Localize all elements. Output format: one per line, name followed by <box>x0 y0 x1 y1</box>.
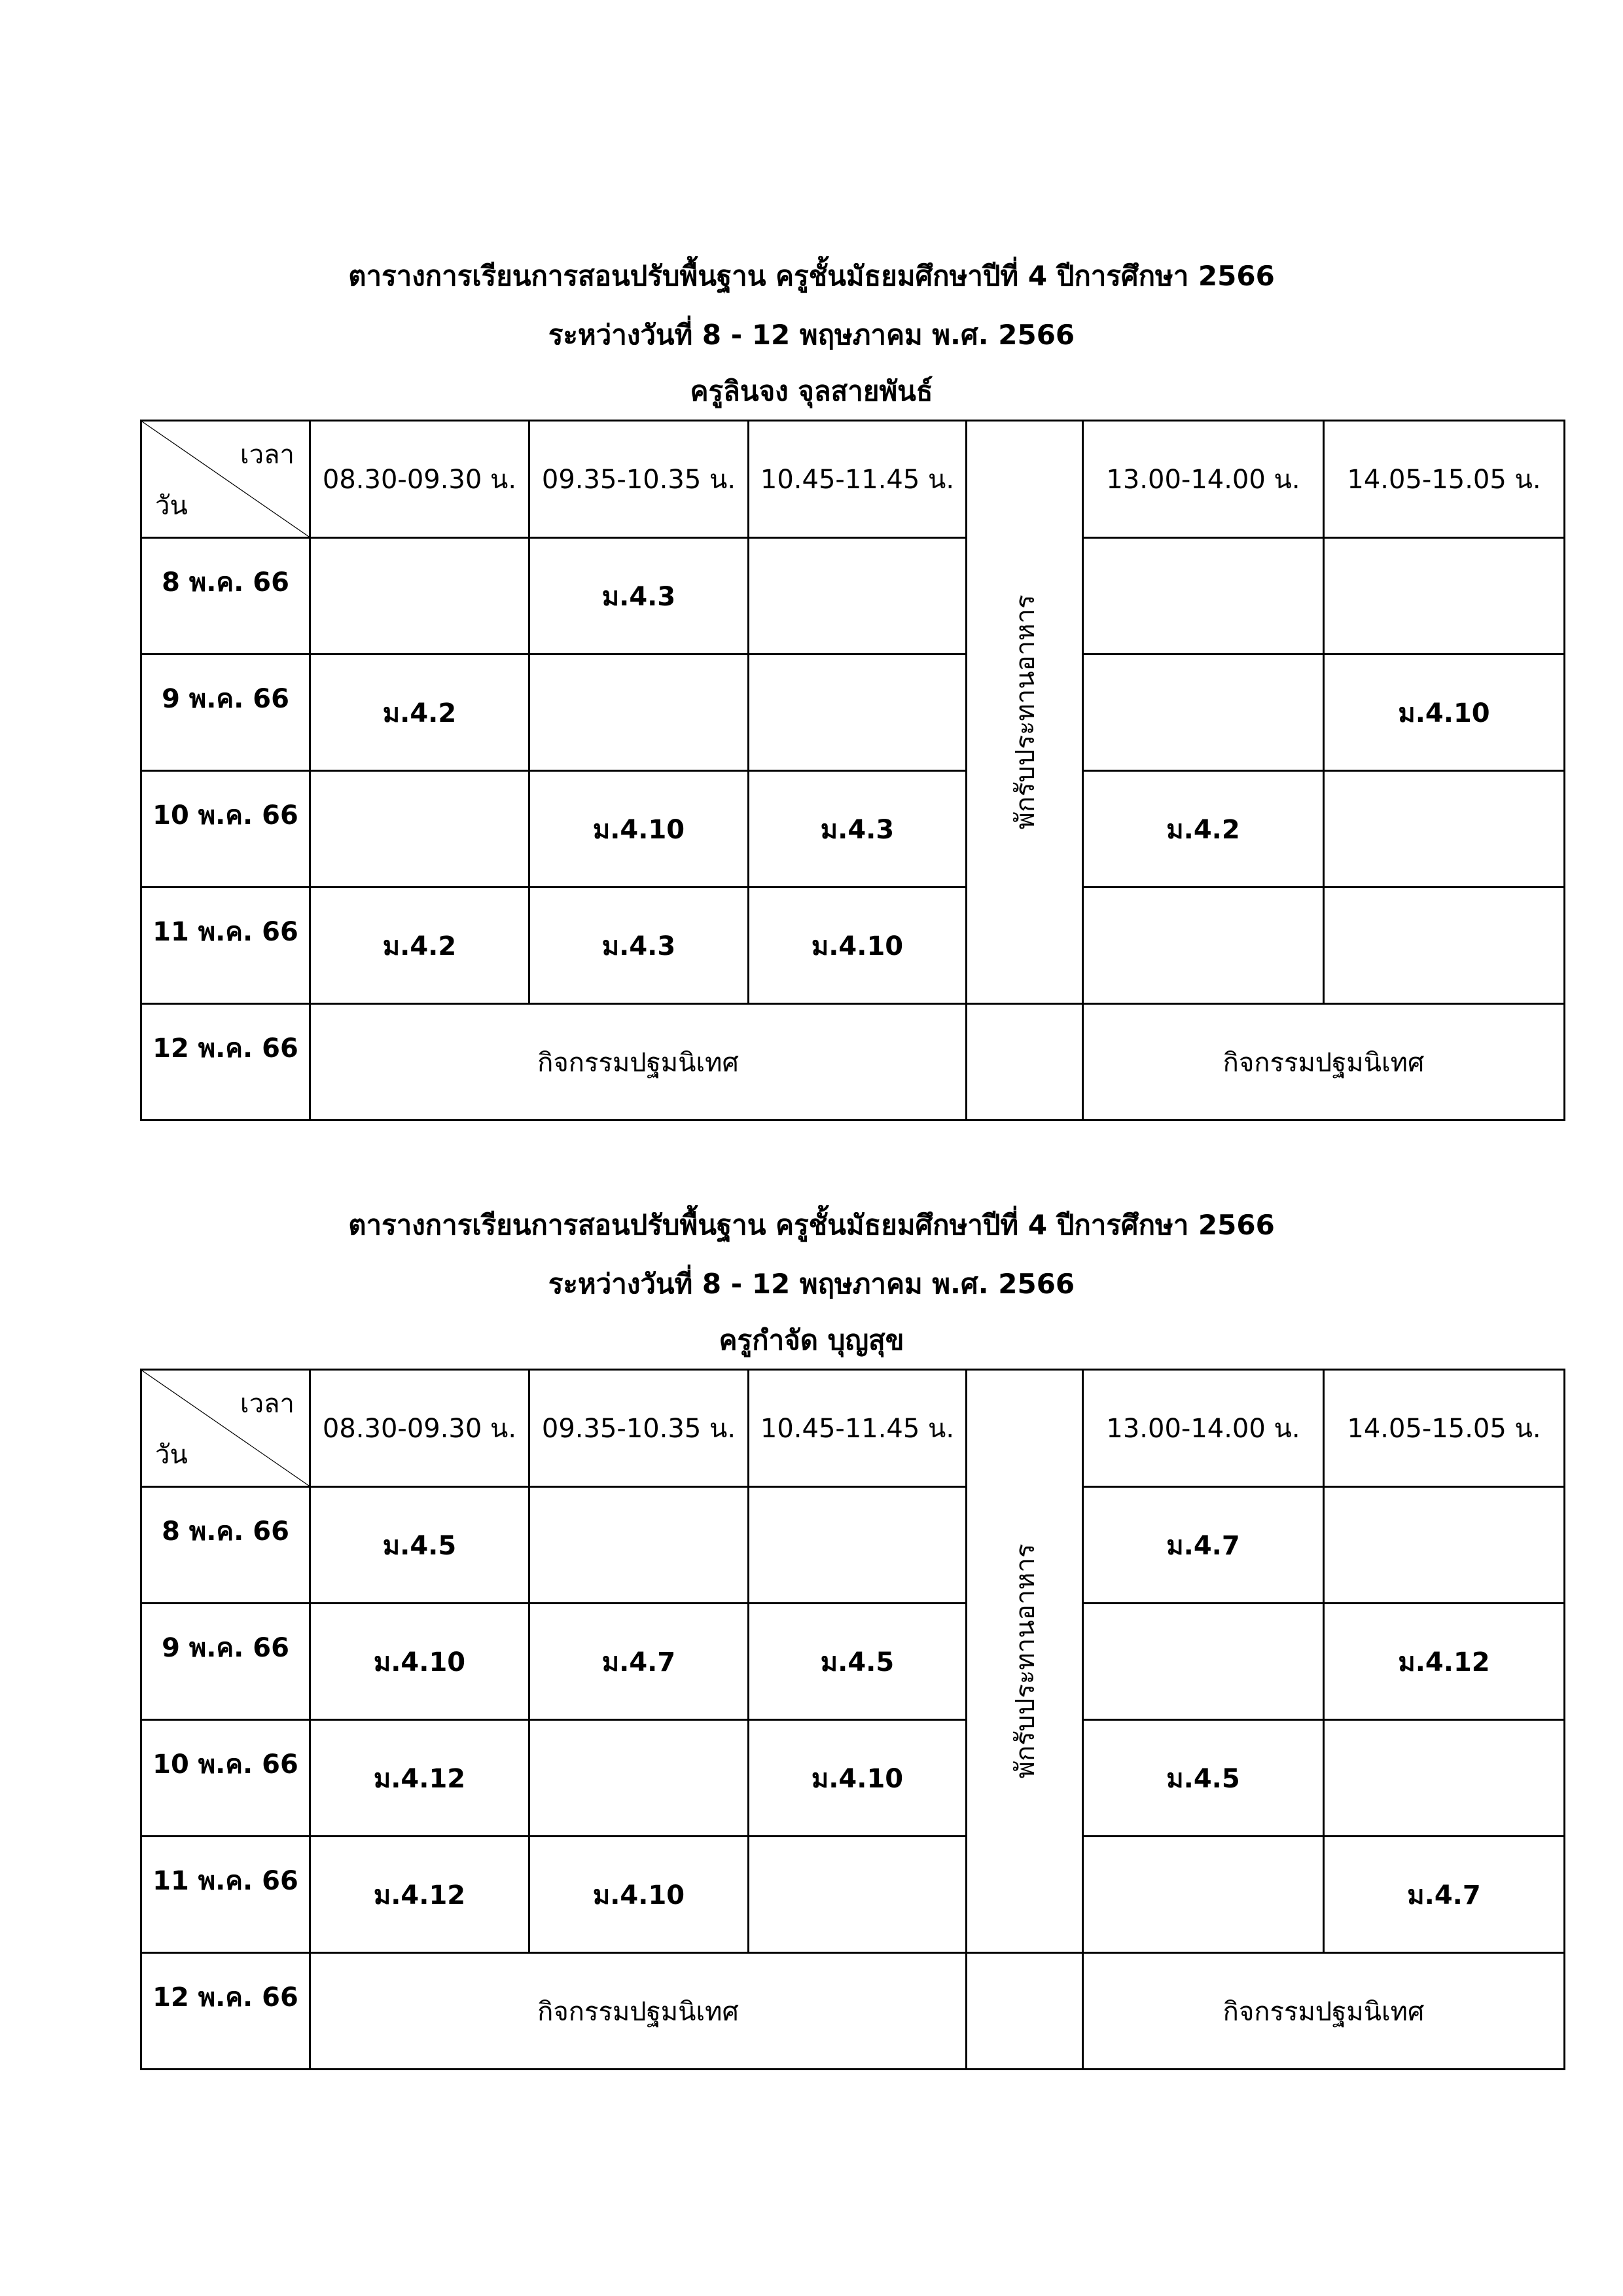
class-cell: ม.4.2 <box>1083 771 1324 888</box>
class-cell <box>1324 538 1565 655</box>
class-cell: ม.4.10 <box>749 888 967 1004</box>
day-label: 11 พ.ค. 66 <box>141 888 310 1004</box>
time-slot: 14.05-15.05 น. <box>1324 1370 1565 1487</box>
class-cell <box>1083 888 1324 1004</box>
day-label: 8 พ.ค. 66 <box>141 538 310 655</box>
class-cell <box>1324 1720 1565 1837</box>
class-cell <box>310 538 529 655</box>
class-cell: ม.4.3 <box>529 538 749 655</box>
class-cell: ม.4.10 <box>310 1604 529 1720</box>
time-slot: 13.00-14.00 น. <box>1083 421 1324 538</box>
day-label: 11 พ.ค. 66 <box>141 1837 310 1953</box>
schedule-date-range: ระหว่างวันที่ 8 - 12 พฤษภาคม พ.ศ. 2566 <box>548 319 1075 351</box>
class-cell <box>1083 1604 1324 1720</box>
lunch-break-label: พักรับประทานอาหาร <box>1010 1543 1041 1779</box>
orientation-activity-afternoon: กิจกรรมปฐมนิเทศ <box>1083 1953 1565 2070</box>
class-cell <box>1324 888 1565 1004</box>
class-cell: ม.4.7 <box>1324 1837 1565 1953</box>
class-cell: ม.4.7 <box>529 1604 749 1720</box>
day-label: 8 พ.ค. 66 <box>141 1487 310 1604</box>
lunch-empty-cell <box>967 1953 1083 2070</box>
lunch-break-cell <box>967 1370 1083 1953</box>
lunch-break-cell <box>967 421 1083 1004</box>
teacher-name: ครูลินจง จุลสายพันธ์ <box>690 375 933 407</box>
table-row <box>141 1004 1565 1121</box>
class-cell <box>529 655 749 771</box>
lunch-break-label: พักรับประทานอาหาร <box>1010 594 1041 830</box>
day-label: 10 พ.ค. 66 <box>141 771 310 888</box>
header-row <box>141 421 1565 538</box>
corner-cell <box>141 421 310 538</box>
class-cell <box>1083 538 1324 655</box>
day-label: 10 พ.ค. 66 <box>141 1720 310 1837</box>
schedule-date-range: ระหว่างวันที่ 8 - 12 พฤษภาคม พ.ศ. 2566 <box>548 1268 1075 1300</box>
class-cell <box>749 655 967 771</box>
class-cell: ม.4.5 <box>1083 1720 1324 1837</box>
header-row <box>141 1370 1565 1487</box>
class-cell: ม.4.10 <box>1324 655 1565 771</box>
day-label: 9 พ.ค. 66 <box>141 655 310 771</box>
table-row <box>141 1487 1565 1604</box>
corner-cell <box>141 1370 310 1487</box>
schedule-table <box>140 1369 1565 2070</box>
time-slot: 08.30-09.30 น. <box>310 421 529 538</box>
class-cell <box>1083 1837 1324 1953</box>
class-cell: ม.4.3 <box>529 888 749 1004</box>
class-cell <box>749 538 967 655</box>
class-cell <box>310 771 529 888</box>
time-slot: 08.30-09.30 น. <box>310 1370 529 1487</box>
time-slot: 09.35-10.35 น. <box>529 421 749 538</box>
class-cell: ม.4.5 <box>310 1487 529 1604</box>
schedule-title: ตารางการเรียนการสอนปรับพื้นฐาน ครูชั้นมัธยมศึกษาปีที่ 4 ปีการศึกษา 2566 <box>348 260 1275 292</box>
table-row <box>141 888 1565 1004</box>
orientation-activity-morning: กิจกรรมปฐมนิเทศ <box>310 1004 967 1121</box>
table-row <box>141 655 1565 771</box>
time-slot: 14.05-15.05 น. <box>1324 421 1565 538</box>
table-row <box>141 1953 1565 2070</box>
class-cell: ม.4.2 <box>310 888 529 1004</box>
class-cell: ม.4.7 <box>1083 1487 1324 1604</box>
table-row <box>141 538 1565 655</box>
time-slot: 09.35-10.35 น. <box>529 1370 749 1487</box>
orientation-activity-morning: กิจกรรมปฐมนิเทศ <box>310 1953 967 2070</box>
time-slot: 13.00-14.00 น. <box>1083 1370 1324 1487</box>
time-slot: 10.45-11.45 น. <box>749 1370 967 1487</box>
table-row <box>141 1720 1565 1837</box>
corner-time-label: เวลา <box>240 1389 294 1419</box>
class-cell <box>749 1837 967 1953</box>
day-label: 12 พ.ค. 66 <box>141 1004 310 1121</box>
corner-day-label: วัน <box>155 1440 188 1470</box>
day-label: 9 พ.ค. 66 <box>141 1604 310 1720</box>
lunch-empty-cell <box>967 1004 1083 1121</box>
orientation-activity-afternoon: กิจกรรมปฐมนิเทศ <box>1083 1004 1565 1121</box>
table-row <box>141 1604 1565 1720</box>
class-cell: ม.4.12 <box>1324 1604 1565 1720</box>
class-cell: ม.4.12 <box>310 1720 529 1837</box>
class-cell <box>749 1487 967 1604</box>
class-cell <box>529 1720 749 1837</box>
class-cell: ม.4.10 <box>529 1837 749 1953</box>
teacher-name: ครูกำจัด บุญสุข <box>719 1324 904 1356</box>
class-cell <box>529 1487 749 1604</box>
class-cell: ม.4.2 <box>310 655 529 771</box>
class-cell <box>1083 655 1324 771</box>
class-cell <box>1324 1487 1565 1604</box>
table-row <box>141 771 1565 888</box>
schedule-title: ตารางการเรียนการสอนปรับพื้นฐาน ครูชั้นมัธยมศึกษาปีที่ 4 ปีการศึกษา 2566 <box>348 1209 1275 1241</box>
corner-time-label: เวลา <box>240 440 294 470</box>
schedule-table <box>140 420 1565 1121</box>
class-cell: ม.4.3 <box>749 771 967 888</box>
time-slot: 10.45-11.45 น. <box>749 421 967 538</box>
class-cell: ม.4.12 <box>310 1837 529 1953</box>
class-cell: ม.4.5 <box>749 1604 967 1720</box>
table-row <box>141 1837 1565 1953</box>
class-cell: ม.4.10 <box>529 771 749 888</box>
class-cell: ม.4.10 <box>749 1720 967 1837</box>
corner-day-label: วัน <box>155 491 188 521</box>
day-label: 12 พ.ค. 66 <box>141 1953 310 2070</box>
class-cell <box>1324 771 1565 888</box>
